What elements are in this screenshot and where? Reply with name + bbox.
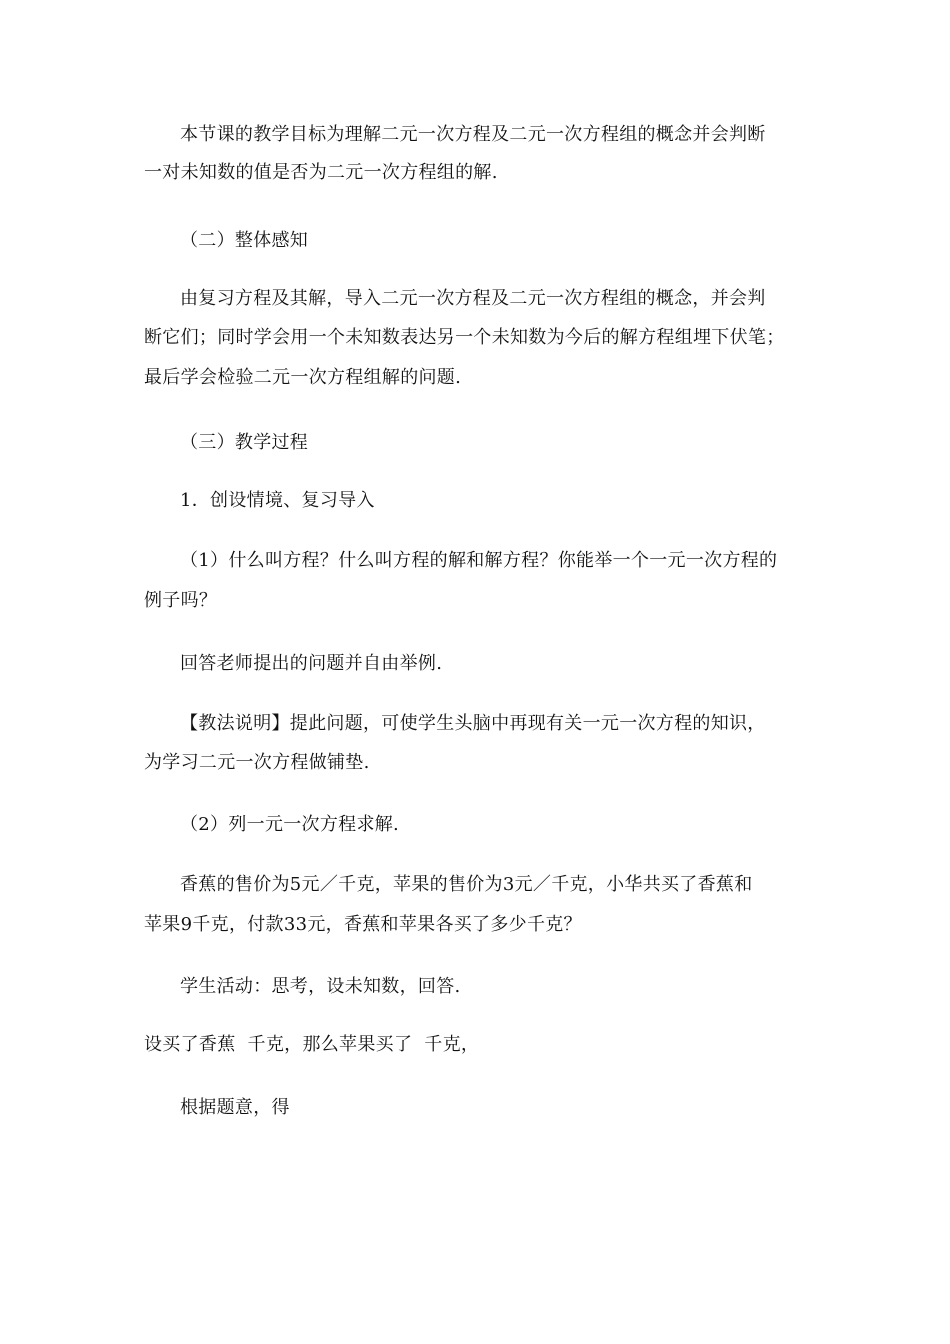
student-activity: 学生活动：思考，设未知数，回答. [180,976,461,997]
teaching-note-line-1: 【教法说明】提此问题，可使学生头脑中再现有关一元一次方程的知识， [180,713,766,734]
paragraph-objective-line-1: 本节课的教学目标为理解二元一次方程及二元一次方程组的概念并会判断 [180,124,766,145]
word-problem-line-1: 香蕉的售价为5元／千克，苹果的售价为3元／千克，小华共买了香蕉和 [180,874,753,895]
question-1-line-2: 例子吗？ [144,590,218,611]
paragraph-overview-line-3: 最后学会检验二元一次方程组解的问题. [144,367,462,388]
section-heading-teaching-process: （三）教学过程 [180,432,309,453]
setup-unknowns: 设买了香蕉 千克，那么苹果买了 千克， [144,1034,480,1055]
paragraph-overview-line-2: 断它们；同时学会用一个未知数表达另一个未知数为今后的解方程组埋下伏笔； [144,327,785,348]
teaching-note-line-2: 为学习二元一次方程做铺垫. [144,752,370,773]
paragraph-overview-line-1: 由复习方程及其解，导入二元一次方程及二元一次方程组的概念，并会判 [180,288,766,309]
question-1-line-1: （1）什么叫方程？什么叫方程的解和解方程？你能举一个一元一次方程的 [180,550,778,571]
answer-1: 回答老师提出的问题并自由举例. [180,653,443,674]
word-problem-line-2: 苹果9千克，付款33元，香蕉和苹果各买了多少千克？ [144,914,582,935]
section-heading-overall-perception: （二）整体感知 [180,230,309,251]
paragraph-objective-line-2: 一对未知数的值是否为二元一次方程组的解. [144,162,498,183]
question-2: （2）列一元一次方程求解. [180,814,400,835]
according-to-problem: 根据题意，得 [180,1097,290,1118]
subsection-heading-intro: 1．创设情境、复习导入 [180,490,375,511]
